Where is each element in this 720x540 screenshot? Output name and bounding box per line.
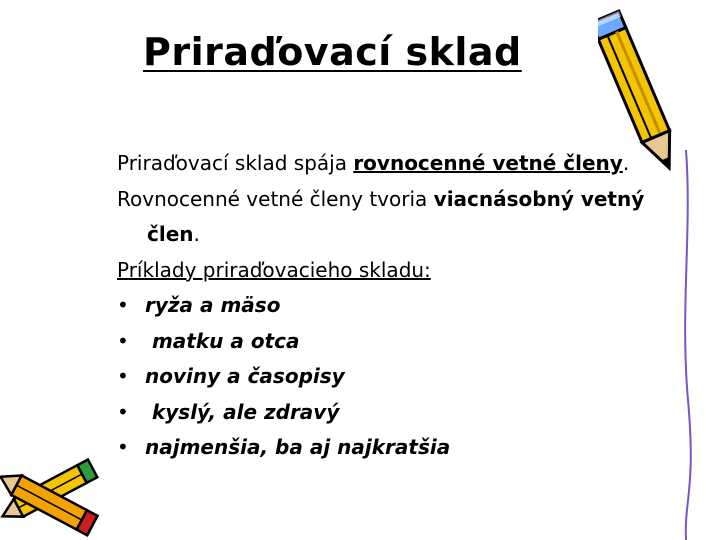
explanation-continuation xyxy=(117,217,677,253)
slide-body xyxy=(117,146,677,466)
definition-highlight: rovnocenné vetné členy xyxy=(353,151,623,175)
list-item xyxy=(117,395,677,431)
list-item xyxy=(117,430,677,466)
explanation-highlight-cont: člen xyxy=(147,222,194,246)
bullet-icon: • xyxy=(117,364,129,388)
pencils-icon xyxy=(0,430,110,540)
list-item xyxy=(117,324,677,360)
bullet-icon: • xyxy=(117,435,129,459)
bullet-icon: • xyxy=(117,293,129,317)
bullet-icon: • xyxy=(117,399,129,424)
example-text: kyslý, ale zdravý xyxy=(145,399,340,424)
example-text: matku a otca xyxy=(145,328,300,353)
examples-heading: Príklady priraďovacieho skladu: xyxy=(117,257,431,282)
explanation-text: Rovnocenné vetné členy tvoria xyxy=(117,186,434,211)
bullet-icon: • xyxy=(117,328,129,353)
list-item xyxy=(117,359,677,395)
example-text: noviny a časopisy xyxy=(145,364,345,388)
definition-end: . xyxy=(622,151,630,175)
explanation-highlight: viacnásobný vetný xyxy=(433,186,645,211)
decorative-line xyxy=(676,150,696,540)
definition-text: Priraďovací sklad spája xyxy=(117,151,354,175)
explanation-line xyxy=(117,182,677,218)
explanation-end: . xyxy=(193,222,200,246)
example-text: ryža a mäso xyxy=(145,293,281,317)
slide-title: Priraďovací sklad xyxy=(143,30,522,74)
definition-line xyxy=(117,146,677,182)
list-item xyxy=(117,288,677,324)
example-text: najmenšia, ba aj najkratšia xyxy=(145,435,451,459)
